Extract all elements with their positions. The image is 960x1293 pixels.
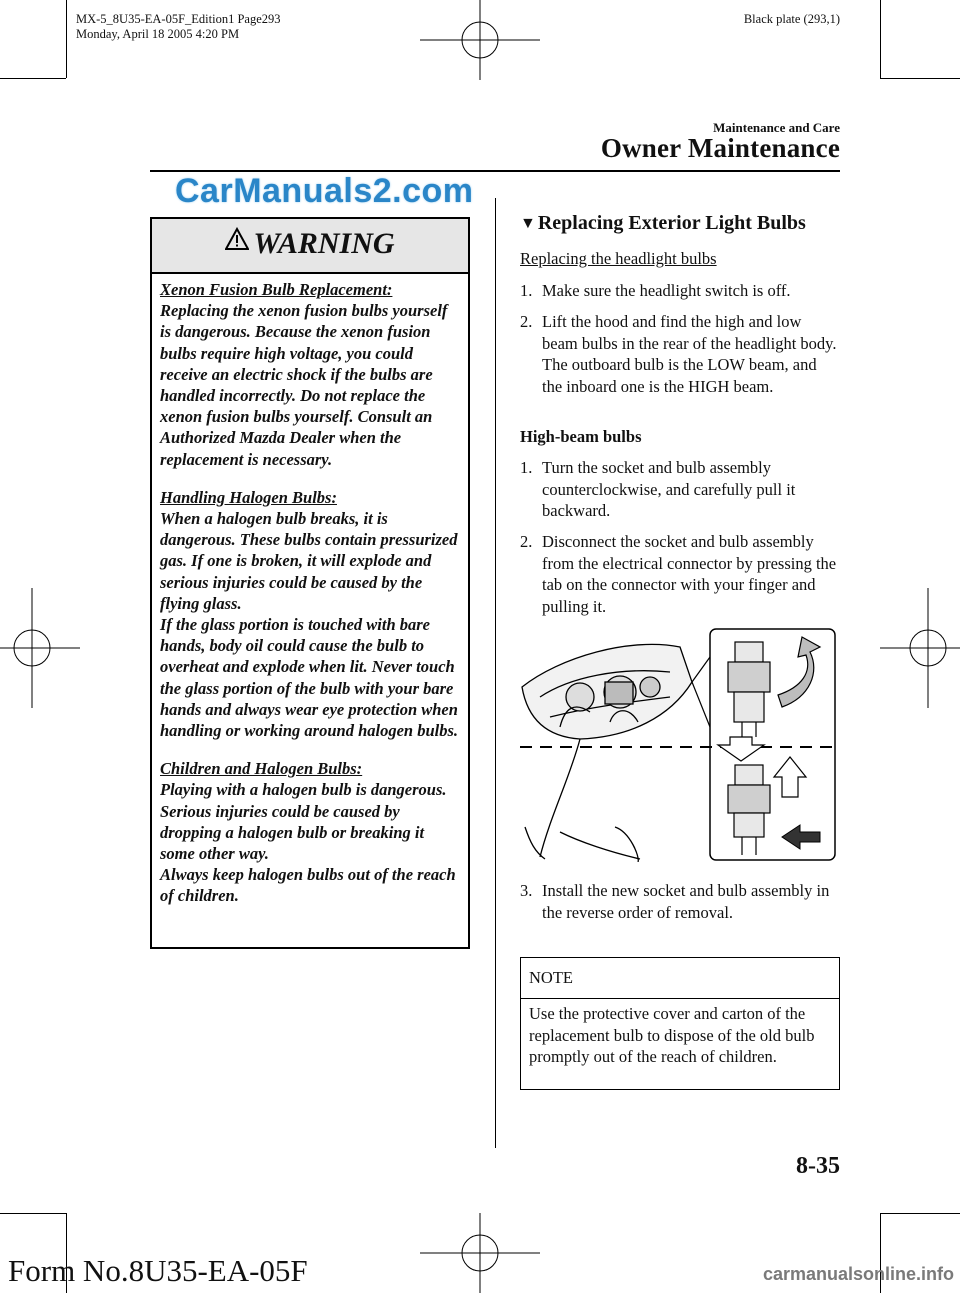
note-rule <box>521 998 839 999</box>
warning-title: WARNING <box>253 227 395 260</box>
list-item <box>520 531 840 617</box>
step-number: 2. <box>520 532 533 551</box>
watermark-logo: CarManuals2.com <box>175 172 474 210</box>
page-number: 8-35 <box>796 1153 840 1179</box>
section-heading-text: Replacing Exterior Light Bulbs <box>537 212 806 234</box>
registration-mark-bottom <box>420 1213 540 1293</box>
warning-item-text: If the glass portion is touched with bare hands, body oil could cause the bulb to overheat and explode when lit. Never touch the glass portion of the bulb with your bare hands and always wear eye protection when handling or working around halogen bulbs. <box>160 615 459 741</box>
slug-line-1: MX-5_8U35-EA-05F_Edition1 Page293 <box>76 12 281 26</box>
step-text: Lift the hood and find the high and low beam bulbs in the rear of the headlight body. <box>542 312 837 353</box>
step-number: 2. <box>520 312 533 331</box>
triangle-bullet-icon: ▼ <box>520 215 536 232</box>
crop-mark <box>880 78 960 79</box>
warning-item-title: Children and Halogen Bulbs: <box>160 759 363 779</box>
subheading: Replacing the headlight bulbs <box>520 249 717 268</box>
high-beam-label: High-beam bulbs <box>520 427 642 446</box>
plate-label: Black plate (293,1) <box>743 12 840 26</box>
registration-mark-left <box>0 588 80 708</box>
warning-item-text: Playing with a halogen bulb is dangerous. Serious injuries could be caused by dropping a halogen bulb or breaking it some other way. <box>160 780 447 864</box>
warning-header <box>152 219 468 274</box>
step-text: The outboard bulb is the LOW beam, and the inboard one is the HIGH beam. <box>542 355 817 396</box>
step-number: 3. <box>520 881 533 900</box>
section-title: Owner Maintenance <box>600 133 840 163</box>
list-item <box>520 280 840 302</box>
section-heading <box>520 212 806 235</box>
crop-mark <box>66 0 67 78</box>
registration-mark-right <box>880 588 960 708</box>
warning-body <box>160 279 462 924</box>
step-text: Turn the socket and bulb assembly counterclockwise, and carefully pull it backward. <box>542 458 796 520</box>
list-item <box>520 880 840 923</box>
step-text: Make sure the headlight switch is off. <box>542 281 791 300</box>
note-title: NOTE <box>529 968 573 987</box>
note-text: Use the protective cover and carton of the replacement bulb to dispose of the old bulb promptly out of the reach of children. <box>529 1004 815 1066</box>
crop-mark <box>0 78 66 79</box>
step-text: Install the new socket and bulb assembly in the reverse order of removal. <box>542 881 830 922</box>
slug-line-2: Monday, April 18 2005 4:20 PM <box>76 27 240 41</box>
column-divider <box>495 198 496 1148</box>
headlight-bulb-illustration <box>520 627 837 862</box>
crop-mark <box>0 1213 66 1214</box>
step-number: 1. <box>520 458 533 477</box>
step-text: Disconnect the socket and bulb assembly from the electrical connector by pressing the tab on the connector with your finger and pulling it. <box>542 532 837 616</box>
warning-item-title: Xenon Fusion Bulb Replacement: <box>160 280 393 299</box>
crop-mark <box>880 0 881 78</box>
note-box <box>520 957 840 1090</box>
print-slug <box>76 12 281 42</box>
list-item <box>520 457 840 522</box>
warning-item-title: Handling Halogen Bulbs: <box>160 487 337 507</box>
registration-mark-top <box>420 0 540 80</box>
crop-mark <box>880 1213 960 1214</box>
warning-item-text: When a halogen bulb breaks, it is dangerous. These bulbs contain pressurized gas. If one is broken, it will explode and serious injuries could be caused by the flying glass. <box>160 509 458 613</box>
warning-item-text: Always keep halogen bulbs out of the reach of children. <box>160 865 456 906</box>
step-number: 1. <box>520 281 533 300</box>
warning-item-text: Replacing the xenon fusion bulbs yourself is dangerous. Because the xenon fusion bulbs require high voltage, you could receive an electric shock if the bulbs are handled incorrectly. Do not replace the xenon fusion bulbs yourself. Consult an Authorized Mazda Dealer when the replacement is necessary. <box>160 301 448 469</box>
list-item <box>520 311 840 397</box>
warning-triangle-icon <box>225 227 249 251</box>
warning-box <box>150 217 470 949</box>
site-watermark: carmanualsonline.info <box>762 1264 954 1284</box>
form-number: Form No.8U35-EA-05F <box>8 1253 308 1288</box>
section-label: Maintenance and Care <box>713 120 840 135</box>
